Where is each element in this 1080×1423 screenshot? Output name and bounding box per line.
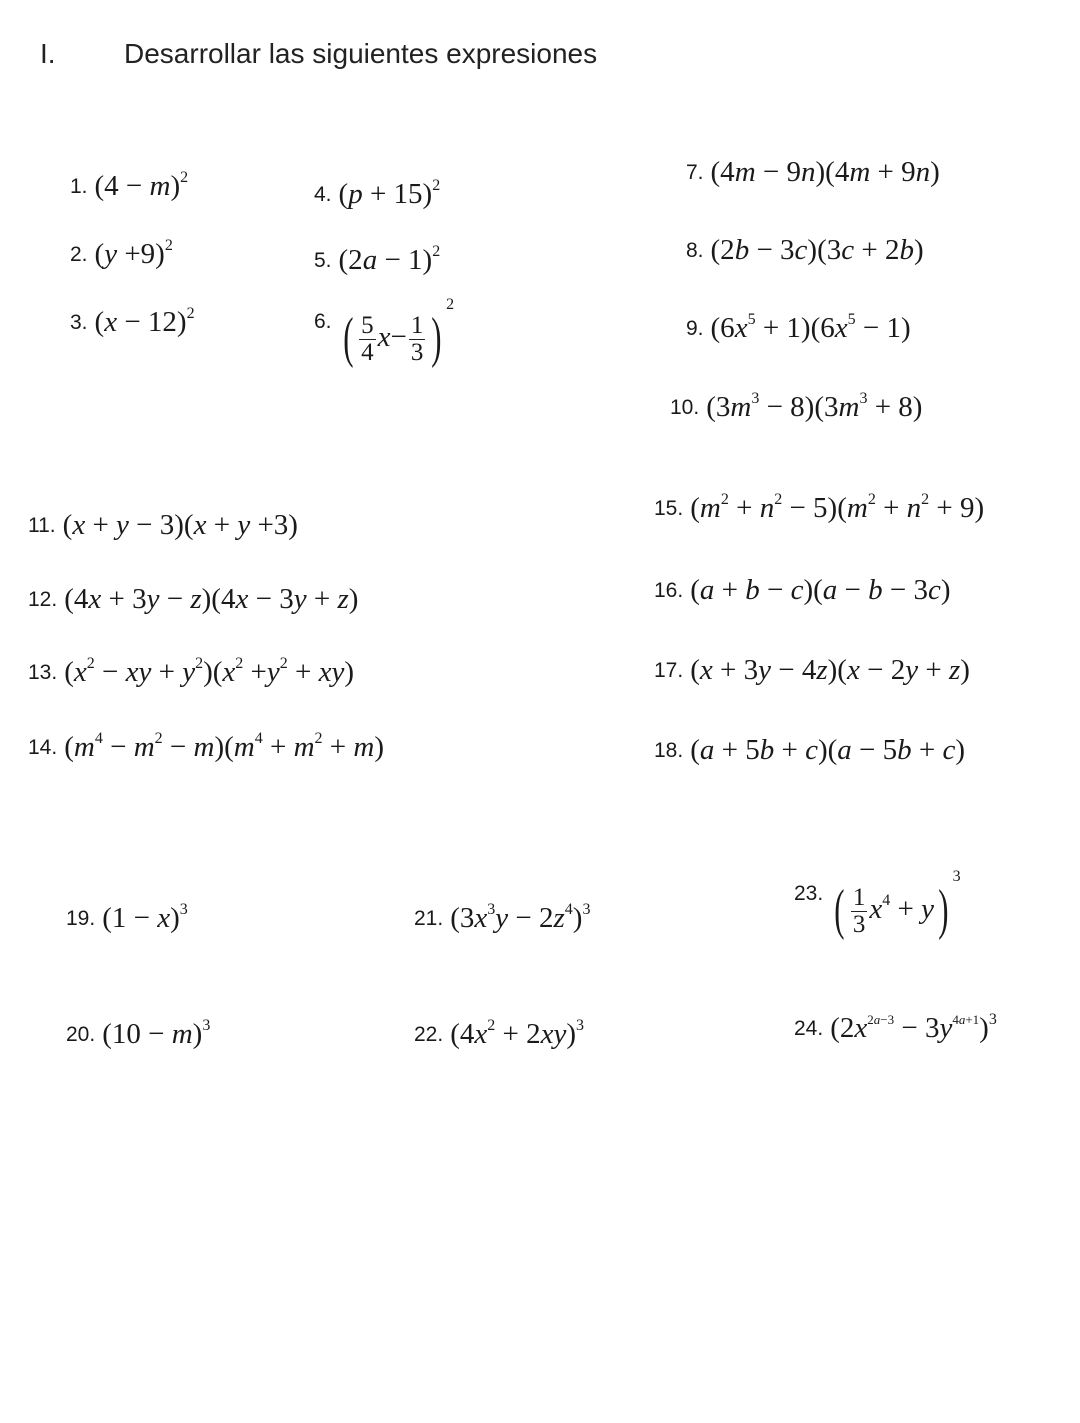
exercise-4: 4. $(p + 15)^2$ xyxy=(314,177,441,210)
exercise-number: 4. xyxy=(314,183,332,206)
exercise-11: 11. (x + y − 3)(x + y +3) xyxy=(28,509,298,541)
exercise-number: 11. xyxy=(28,514,56,537)
exercise-number: 13. xyxy=(28,661,58,684)
exercise-14: 14. $(m^4 - m^2 - m)(m^4 + m^2 + m)$ xyxy=(28,730,385,763)
exercise-5: 5. $(2a - 1)^2$ xyxy=(314,243,441,276)
exercise-7: 7. (4m − 9n)(4m + 9n) xyxy=(686,156,940,188)
exercise-number: 10. xyxy=(670,396,700,419)
exercise-number: 20. xyxy=(66,1023,96,1046)
exercise-number: 2. xyxy=(70,243,88,266)
exercise-6: $^{6.}$ ( $\frac{5}{4}$ x− $\frac{1}{3}$ )$^2$ xyxy=(314,296,455,369)
exercise-number: 3. xyxy=(70,311,88,334)
exercise-2: 2. $(y +9)^2$ xyxy=(70,237,173,270)
exercise-10: 10. $(3m^3 - 8)(3m^3 + 8)$ xyxy=(670,390,923,423)
exercise-number: 22. xyxy=(414,1023,444,1046)
exercise-13: 13. ($x^2$ − xy + $y^2)(x^2 +y^2 + xy)$ xyxy=(28,655,355,688)
section-number: I. xyxy=(40,38,56,69)
exercise-number: 23. xyxy=(794,882,824,905)
exercise-number: 16. xyxy=(654,579,684,602)
exercise-number: 5. xyxy=(314,249,332,272)
exercise-1: 1. $(4 - m)^2$ xyxy=(70,169,189,202)
exercise-number: 1. xyxy=(70,175,88,198)
exercise-23: $^{23.}$ ( $\frac{1}{3}$ $x^4 + y)^3$ xyxy=(794,868,961,941)
exercise-number: 15. xyxy=(654,497,684,520)
exercise-number: 12. xyxy=(28,588,58,611)
exercise-21: 21. $(3x^3y - 2z^4)^3$ xyxy=(414,901,591,934)
exercise-8: 8. (2b − 3c)(3c + 2b) xyxy=(686,234,924,266)
exercise-number: 6. xyxy=(314,310,332,333)
exercise-9: 9. $(6x^5 + 1)(6x^5 - 1)$ xyxy=(686,311,911,344)
exercise-number: 7. xyxy=(686,161,704,184)
exercise-18: 18. (a + 5b + c)(a − 5b + c) xyxy=(654,734,966,766)
exercise-number: 8. xyxy=(686,239,704,262)
exercise-number: 17. xyxy=(654,659,684,682)
exercise-number: 24. xyxy=(794,1017,824,1040)
exercise-12: 12. (4x + 3y − z)(4x − 3y + z) xyxy=(28,583,359,615)
exercise-22: 22. $(4x^2 + 2xy)^3$ xyxy=(414,1017,585,1050)
exercise-number: 9. xyxy=(686,317,704,340)
exercise-19: 19. $(1 - x)^3$ xyxy=(66,901,188,934)
exercise-number: 19. xyxy=(66,907,96,930)
exercise-16: 16. (a + b − c)(a − b − 3c) xyxy=(654,574,951,606)
exercise-15: 15. $(m^2 + n^2 - 5)(m^2 + n^2 + 9)$ xyxy=(654,491,985,524)
exercise-number: 21. xyxy=(414,907,444,930)
exercise-20: 20. $(10 - m)^3$ xyxy=(66,1017,211,1050)
exercise-17: 17. (x + 3y − 4z)(x − 2y + z) xyxy=(654,654,970,686)
section-title: Desarrollar las siguientes expresiones xyxy=(124,38,598,69)
exercise-number: 14. xyxy=(28,736,58,759)
exercise-3: 3. $(x - 12)^2$ xyxy=(70,305,195,338)
exercise-number: 18. xyxy=(654,739,684,762)
exercise-24: 24. $(2x^{2a-3} - 3y^{4a+1})^3$ xyxy=(794,1011,997,1044)
